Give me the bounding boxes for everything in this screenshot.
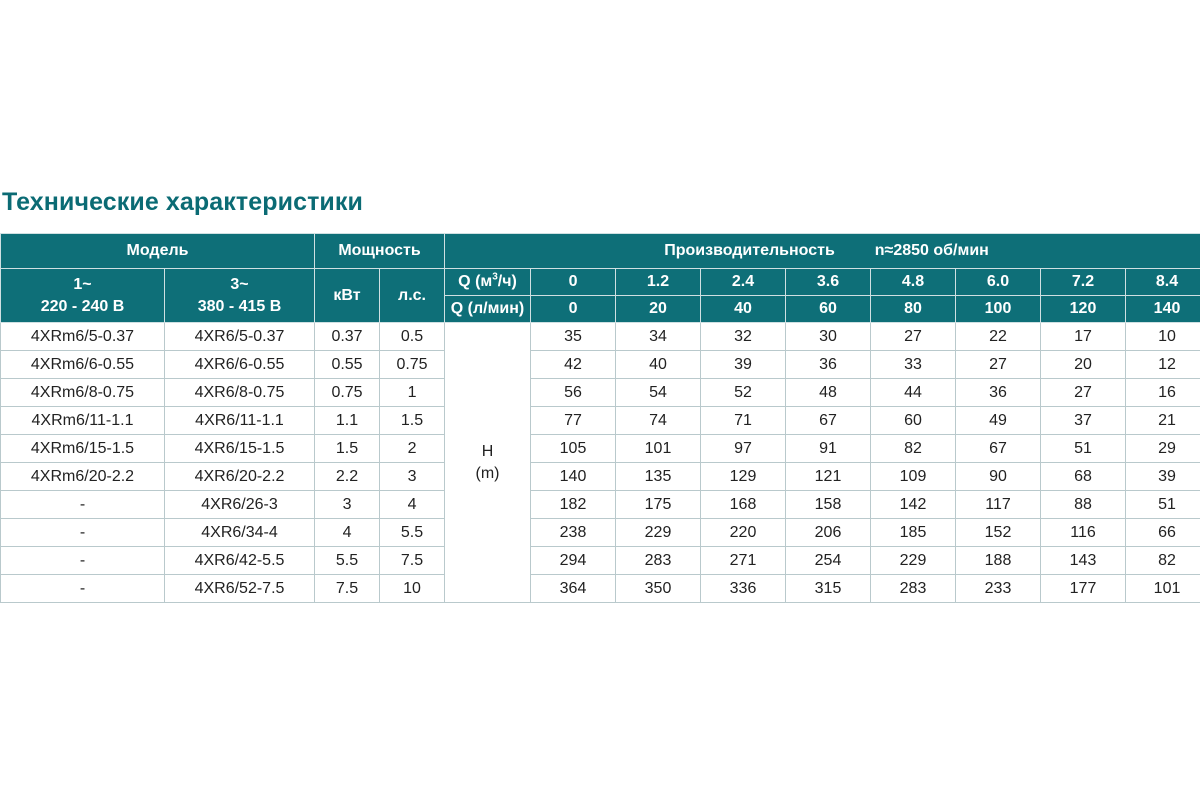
q-lmin-value: 0 [531,296,616,323]
head-value-cell: 129 [701,463,786,491]
kw-cell: 0.37 [315,323,380,351]
head-value-cell: 34 [616,323,701,351]
power-header: Мощность [315,234,445,269]
head-value-cell: 77 [531,407,616,435]
head-value-cell: 109 [871,463,956,491]
head-value-cell: 12 [1126,351,1200,379]
hp-cell: 1 [380,379,445,407]
head-value-cell: 16 [1126,379,1200,407]
head-value-cell: 254 [786,547,871,575]
q-lmin-value: 120 [1041,296,1126,323]
head-value-cell: 88 [1041,491,1126,519]
head-value-cell: 336 [701,575,786,603]
table-row [1,407,1200,435]
table-header [1,234,1200,323]
model-1ph-cell: - [1,491,165,519]
hp-cell: 1.5 [380,407,445,435]
head-value-cell: 27 [956,351,1041,379]
table-row [1,463,1200,491]
head-value-cell: 283 [616,547,701,575]
page-title: Технические характеристики [2,188,363,216]
kw-cell: 4 [315,519,380,547]
head-value-cell: 121 [786,463,871,491]
model-1ph-cell: - [1,547,165,575]
head-value-cell: 105 [531,435,616,463]
head-value-cell: 116 [1041,519,1126,547]
model-3ph-cell: 4XR6/8-0.75 [165,379,315,407]
model-3ph-cell: 4XR6/5-0.37 [165,323,315,351]
model-3ph-cell: 4XR6/42-5.5 [165,547,315,575]
head-value-cell: 101 [616,435,701,463]
table-row [1,351,1200,379]
head-value-cell: 51 [1126,491,1200,519]
head-value-cell: 117 [956,491,1041,519]
head-value-cell: 17 [1041,323,1126,351]
head-value-cell: 44 [871,379,956,407]
head-value-cell: 283 [871,575,956,603]
kw-cell: 7.5 [315,575,380,603]
three-phase-voltage: 380 - 415 В [197,297,282,315]
head-value-cell: 52 [701,379,786,407]
head-value-cell: 30 [786,323,871,351]
single-phase-header [1,269,165,323]
q-lmin-value: 80 [871,296,956,323]
head-value-cell: 158 [786,491,871,519]
table-row [1,491,1200,519]
model-1ph-cell: 4XRm6/11-1.1 [1,407,165,435]
head-value-cell: 39 [701,351,786,379]
head-value-cell: 37 [1041,407,1126,435]
model-3ph-cell: 4XR6/20-2.2 [165,463,315,491]
table-row [1,323,1200,351]
head-value-cell: 82 [871,435,956,463]
model-1ph-cell: - [1,519,165,547]
table-row [1,575,1200,603]
table-row [1,435,1200,463]
q-m3h-label: Q $(м^3/ч)$ [445,269,531,296]
single-phase-voltage: 220 - 240 В [40,297,125,315]
model-1ph-cell: 4XRm6/8-0.75 [1,379,165,407]
head-value-cell: 175 [616,491,701,519]
head-value-cell: 135 [616,463,701,491]
head-value-cell: 185 [871,519,956,547]
q-lmin-value: 40 [701,296,786,323]
head-value-cell: 51 [1041,435,1126,463]
model-1ph-cell: 4XRm6/6-0.55 [1,351,165,379]
q-lmin-value: 140 [1126,296,1200,323]
hp-header: л.с. [380,269,445,323]
head-value-cell: 56 [531,379,616,407]
kw-cell: 1.5 [315,435,380,463]
head-value-cell: 74 [616,407,701,435]
head-value-cell: 97 [701,435,786,463]
head-value-cell: 364 [531,575,616,603]
head-value-cell: 142 [871,491,956,519]
head-value-cell: 36 [786,351,871,379]
head-value-cell: 229 [871,547,956,575]
head-value-cell: 32 [701,323,786,351]
model-3ph-cell: 4XR6/26-3 [165,491,315,519]
three-phase-symbol: 3~ [230,275,249,293]
kw-cell: 1.1 [315,407,380,435]
model-3ph-cell: 4XR6/15-1.5 [165,435,315,463]
q-m3h-value: 6.0 [956,269,1041,296]
table-row [1,519,1200,547]
head-value-cell: 143 [1041,547,1126,575]
hp-cell: 7.5 [380,547,445,575]
head-unit-symbol: H [481,442,494,460]
model-header: Модель [1,234,315,269]
head-value-cell: 66 [1126,519,1200,547]
q-m3h-value: 8.4 [1126,269,1200,296]
head-value-cell: 48 [786,379,871,407]
head-value-cell: 177 [1041,575,1126,603]
q-m3h-value: 0 [531,269,616,296]
head-value-cell: 67 [786,407,871,435]
model-3ph-cell: 4XR6/52-7.5 [165,575,315,603]
head-value-cell: 152 [956,519,1041,547]
head-value-cell: 67 [956,435,1041,463]
speed-label: n≈2850 об/мин [874,242,989,259]
head-value-cell: 42 [531,351,616,379]
kw-cell: 3 [315,491,380,519]
kw-header: кВт [315,269,380,323]
head-value-cell: 21 [1126,407,1200,435]
head-value-cell: 39 [1126,463,1200,491]
table-row [1,547,1200,575]
kw-cell: 5.5 [315,547,380,575]
single-phase-symbol: 1~ [73,275,92,293]
head-value-cell: 68 [1041,463,1126,491]
head-value-cell: 22 [956,323,1041,351]
head-value-cell: 350 [616,575,701,603]
hp-cell: 0.75 [380,351,445,379]
q-m3h-value: 7.2 [1041,269,1126,296]
q-lmin-value: 100 [956,296,1041,323]
head-value-cell: 36 [956,379,1041,407]
head-value-cell: 238 [531,519,616,547]
head-value-cell: 315 [786,575,871,603]
model-3ph-cell: 4XR6/11-1.1 [165,407,315,435]
model-1ph-cell: 4XRm6/5-0.37 [1,323,165,351]
table-body [1,323,1200,603]
head-value-cell: 29 [1126,435,1200,463]
head-value-cell: 220 [701,519,786,547]
three-phase-header [165,269,315,323]
model-1ph-cell: 4XRm6/20-2.2 [1,463,165,491]
head-value-cell: 206 [786,519,871,547]
table-row [1,379,1200,407]
head-value-cell: 20 [1041,351,1126,379]
head-unit-cell [445,323,531,603]
head-value-cell: 54 [616,379,701,407]
model-1ph-cell: 4XRm6/15-1.5 [1,435,165,463]
q-lmin-value: 20 [616,296,701,323]
head-value-cell: 233 [956,575,1041,603]
productivity-label: Производительность [664,242,835,259]
hp-cell: 3 [380,463,445,491]
model-3ph-cell: 4XR6/34-4 [165,519,315,547]
q-m3h-value: 1.2 [616,269,701,296]
head-value-cell: 229 [616,519,701,547]
spec-table [0,233,1200,603]
q-m3h-value: 3.6 [786,269,871,296]
q-lmin-label: Q (л/мин) [445,296,531,323]
kw-cell: 2.2 [315,463,380,491]
productivity-header [445,234,1200,269]
head-unit-label: (m) [475,464,500,482]
head-value-cell: 27 [1041,379,1126,407]
head-value-cell: 82 [1126,547,1200,575]
head-value-cell: 10 [1126,323,1200,351]
q-m3h-value: 2.4 [701,269,786,296]
model-1ph-cell: - [1,575,165,603]
head-value-cell: 182 [531,491,616,519]
head-value-cell: 49 [956,407,1041,435]
model-3ph-cell: 4XR6/6-0.55 [165,351,315,379]
head-value-cell: 168 [701,491,786,519]
hp-cell: 10 [380,575,445,603]
head-value-cell: 33 [871,351,956,379]
kw-cell: 0.55 [315,351,380,379]
head-value-cell: 188 [956,547,1041,575]
head-value-cell: 71 [701,407,786,435]
head-value-cell: 27 [871,323,956,351]
hp-cell: 4 [380,491,445,519]
head-value-cell: 271 [701,547,786,575]
q-m3h-value: 4.8 [871,269,956,296]
head-value-cell: 101 [1126,575,1200,603]
head-value-cell: 294 [531,547,616,575]
hp-cell: 5.5 [380,519,445,547]
kw-cell: 0.75 [315,379,380,407]
hp-cell: 0.5 [380,323,445,351]
head-value-cell: 140 [531,463,616,491]
q-lmin-value: 60 [786,296,871,323]
head-value-cell: 60 [871,407,956,435]
head-value-cell: 40 [616,351,701,379]
head-value-cell: 35 [531,323,616,351]
head-value-cell: 91 [786,435,871,463]
hp-cell: 2 [380,435,445,463]
head-value-cell: 90 [956,463,1041,491]
